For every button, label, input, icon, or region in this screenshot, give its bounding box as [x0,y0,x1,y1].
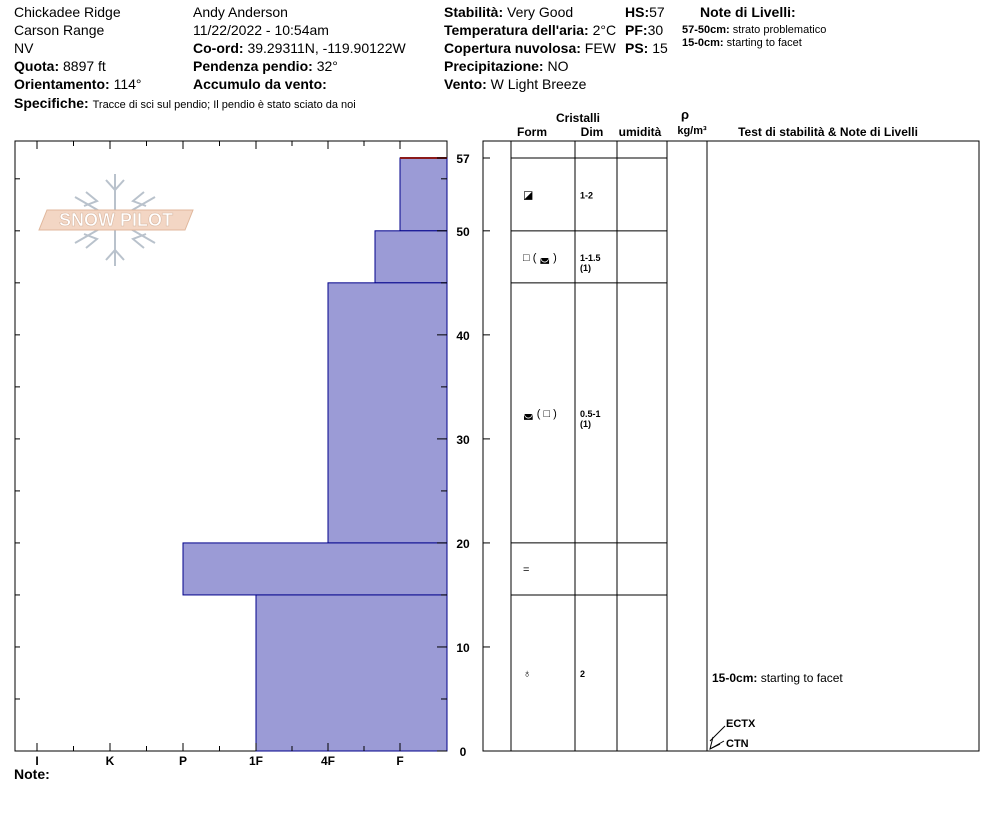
wind-loading: Accumulo da vento: [193,76,327,92]
grain-size: 2 [580,668,586,679]
ski-penetration: PS: 15 [625,40,668,56]
observer-name: Andy Anderson [193,4,288,20]
precipitation: Precipitazione: NO [444,58,569,74]
y-tick-label: 57 [456,152,470,166]
x-tick-label: I [35,754,39,768]
x-tick-label: 4F [320,754,336,768]
hardness-bar [328,283,447,543]
hardness-bar [400,158,447,231]
test-result-ctn: CTN [726,738,749,750]
stability: Stabilità: Very Good [444,4,574,20]
state: NV [14,40,34,56]
form-header: Form [517,125,547,139]
location-name: Chickadee Ridge [14,4,121,20]
layer-table-frame [483,141,979,751]
x-tick-label: K [105,754,115,768]
grain-size-note: (1) [580,418,591,429]
crystal-form-icon: □ ( ◛ ) [523,251,557,264]
grain-size: 1-2 [580,190,594,201]
density-symbol: ρ [680,107,690,122]
mountain-range: Carson Range [14,22,105,38]
specifics: Specifiche: Tracce di sci sul pendio; Il pendio è stato sciato da noi [14,95,356,111]
tests-notes-header: Test di stabilità & Note di Livelli [738,125,918,139]
hardness-bar [375,231,447,283]
snow-height: HS:57 [625,4,665,20]
y-tick-label: 50 [456,224,470,239]
size-header: Dim [580,125,604,139]
wind: Vento: W Light Breeze [444,76,587,92]
y-tick-label: 20 [456,536,470,551]
crystal-form-icon: ♁ [523,667,532,680]
logo-text: SNOW PILOT [59,210,173,230]
hardness-bar [256,595,447,751]
grain-size-note: (1) [580,262,591,273]
aspect: Orientamento: 114° [14,76,142,92]
moisture-header: umidità [618,125,662,139]
notes-layer-note: 15-0cm: starting to facet [712,671,843,685]
x-tick-label: P [178,754,188,768]
crystal-form-icon: = [523,563,530,576]
note-label: Note: [14,766,50,782]
foot-penetration: PF:30 [625,22,664,38]
x-tick-label: 1F [248,754,264,768]
elevation: Quota: 8897 ft [14,58,106,74]
grain-size: 0.5-1 [580,408,601,419]
observation-datetime: 11/22/2022 - 10:54am [193,22,329,38]
slope-angle: Pendenza pendio: 32° [193,58,338,74]
cloud-cover: Copertura nuvolosa: FEW [444,40,616,56]
layer-note-1: 57-50cm: strato problematico [682,24,827,36]
y-tick-label: 0 [459,745,467,759]
hardness-bar [183,543,447,595]
y-tick-label: 30 [456,432,470,447]
layer-note-2: 15-0cm: starting to facet [682,37,802,49]
air-temperature: Temperatura dell'aria: 2°C [444,22,617,38]
y-tick-label: 10 [456,640,470,655]
test-result-ectx: ECTX [726,718,756,730]
crystals-header: Cristalli [555,111,601,125]
y-tick-label: 40 [456,328,470,343]
coordinates: Co-ord: 39.29311N, -119.90122W [193,40,406,56]
density-unit: kg/m³ [677,125,707,137]
crystal-form-icon: ◪ [523,189,534,202]
layer-notes-title: Note di Livelli: [700,4,796,20]
x-tick-label: F [396,754,404,768]
crystal-form-icon: ◛ ( □ ) [523,407,557,420]
grain-size: 1-1.5 [580,252,601,263]
